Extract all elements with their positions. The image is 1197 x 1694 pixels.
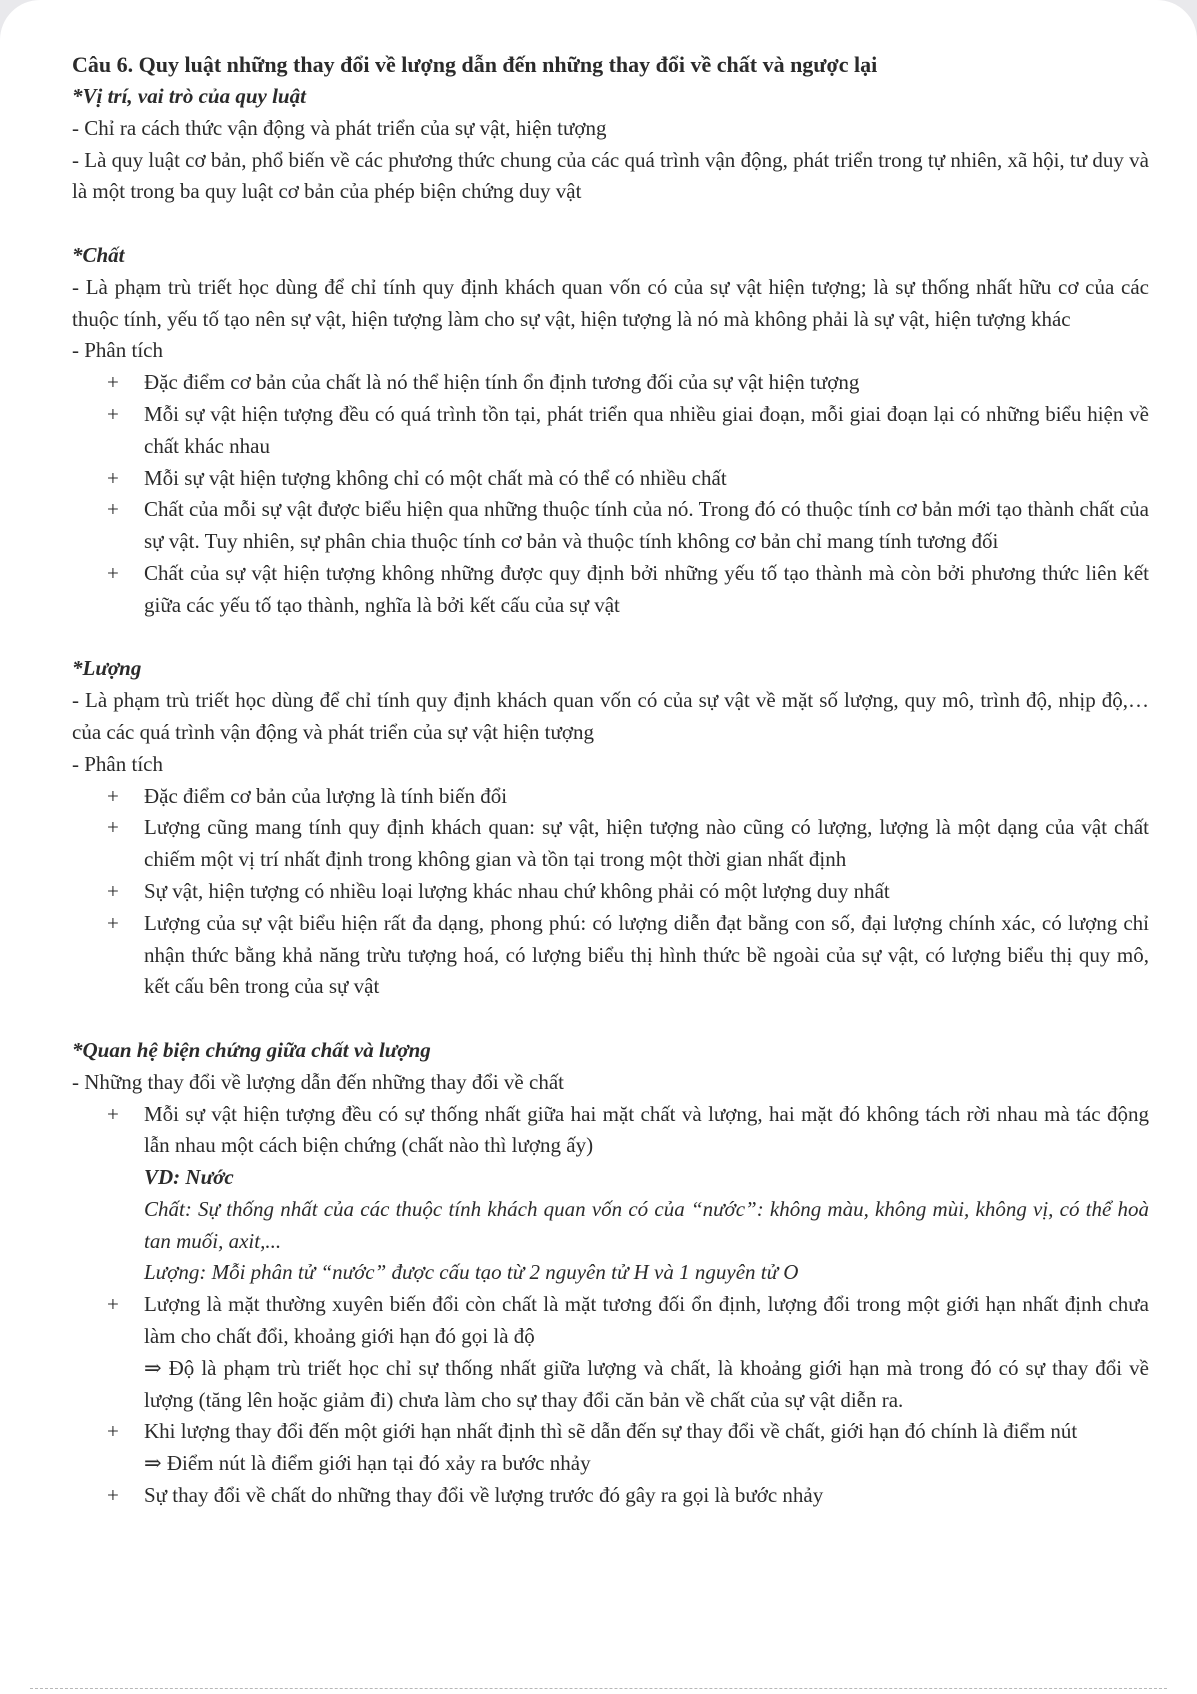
example-heading: VD: Nước xyxy=(144,1165,234,1190)
list-item xyxy=(72,463,1149,495)
list-item xyxy=(72,876,1149,908)
bullet-marker: + xyxy=(107,878,119,903)
bullet-marker: + xyxy=(107,497,119,522)
list-item-text: Sự vật, hiện tượng có nhiều loại lượng khác nhau chứ không phải có một lượng duy nhất xyxy=(144,878,890,903)
bullet-marker: + xyxy=(107,783,119,808)
paragraph: - Phân tích xyxy=(72,338,163,363)
paragraph: - Chỉ ra cách thức vận động và phát triển của sự vật, hiện tượng xyxy=(72,115,607,140)
list-item xyxy=(72,781,1149,813)
list-item-text: Lượng là mặt thường xuyên biến đổi còn chất là mặt tương đối ổn định, lượng đổi trong một giới hạn nhất định chưa làm cho chất đổi, khoảng giới hạn đó gọi là độ xyxy=(144,1292,1149,1349)
list-item-text: Khi lượng thay đổi đến một giới hạn nhất định thì sẽ dẫn đến sự thay đổi về chất, giới hạn đó chính là điểm nút xyxy=(144,1419,1078,1444)
paragraph: - Là phạm trù triết học dùng để chỉ tính quy định khách quan vốn có của sự vật về mặt số lượng, quy mô, trình độ, nhịp độ,… của các quá trình vận động và phát triển của sự vật hiện tượng xyxy=(72,688,1149,744)
section-heading-role: *Vị trí, vai trò của quy luật xyxy=(72,84,306,108)
list-item xyxy=(72,1289,1149,1353)
bullet-marker: + xyxy=(107,815,119,840)
bullet-marker: + xyxy=(107,370,119,395)
bullet-marker: + xyxy=(107,1101,119,1126)
page-divider xyxy=(30,1688,1167,1689)
list-item-text: Đặc điểm cơ bản của chất là nó thể hiện tính ổn định tương đối của sự vật hiện tượng xyxy=(144,370,860,395)
conclusion-diem-nut: ⇒ Điểm nút là điểm giới hạn tại đó xảy ra bước nhảy xyxy=(144,1451,591,1476)
list-item xyxy=(72,1480,1149,1512)
paragraph: - Là phạm trù triết học dùng để chỉ tính quy định khách quan vốn có của sự vật hiện tượng; là sự thống nhất hữu cơ của các thuộc tính, yếu tố tạo nên sự vật, hiện tượng làm cho sự vật, hiện tượng là nó mà không phải là sự vật, hiện tượng khác xyxy=(72,274,1149,331)
list-item xyxy=(72,399,1149,463)
list-item xyxy=(72,558,1149,622)
bullet-marker: + xyxy=(107,910,119,935)
paragraph: - Những thay đổi về lượng dẫn đến những thay đổi về chất xyxy=(72,1069,564,1094)
list-item xyxy=(72,812,1149,876)
list-item xyxy=(72,908,1149,1003)
conclusion-do: ⇒ Độ là phạm trù triết học chỉ sự thống nhất giữa lượng và chất, là khoảng giới hạn mà trong đó có sự thay đổi về lượng (tăng lên hoặc giảm đi) chưa làm cho sự thay đổi căn bản về chất của sự vật diễn ra. xyxy=(144,1355,1149,1412)
list-item-text: Chất của sự vật hiện tượng không những được quy định bởi những yếu tố tạo thành mà còn bởi phương thức liên kết giữa các yếu tố tạo thành, nghĩa là bởi kết cấu của sự vật xyxy=(144,560,1149,617)
list-item-text: Mỗi sự vật hiện tượng không chỉ có một chất mà có thể có nhiều chất xyxy=(144,465,727,490)
list-item-text: Lượng của sự vật biểu hiện rất đa dạng, phong phú: có lượng diễn đạt bằng con số, đại lượng chính xác, có lượng chỉ nhận thức bằng khả năng trừu tượng hoá, có lượng biểu thị hình thức bề ngoài của sự vật, có lượng biểu thị quy mô, kết cấu bên trong của sự vật xyxy=(144,910,1149,999)
example-chat: Chất: Sự thống nhất của các thuộc tính khách quan vốn có của “nước”: không màu, không mùi, không vị, có thể hoà tan muối, axit,... xyxy=(144,1196,1149,1253)
section-heading-chat: *Chất xyxy=(72,242,125,267)
bullet-marker: + xyxy=(107,1419,119,1444)
bullet-marker: + xyxy=(107,560,119,585)
bullet-marker: + xyxy=(107,465,119,490)
list-item xyxy=(72,1099,1149,1163)
list-item xyxy=(72,494,1149,558)
list-item xyxy=(72,367,1149,399)
list-item-text: Mỗi sự vật hiện tượng đều có quá trình tồn tại, phát triển qua nhiều giai đoạn, mỗi giai đoạn lại có những biểu hiện về chất khác nhau xyxy=(144,401,1149,458)
section-heading-luong: *Lượng xyxy=(72,656,142,681)
bullet-marker: + xyxy=(107,1483,119,1508)
page-title: Câu 6. Quy luật những thay đổi về lượng dẫn đến những thay đổi về chất và ngược lại xyxy=(72,52,878,77)
example-luong: Lượng: Mỗi phân tử “nước” được cấu tạo từ 2 nguyên tử H và 1 nguyên tử O xyxy=(144,1260,799,1285)
paragraph: - Phân tích xyxy=(72,751,163,776)
list-item-text: Lượng cũng mang tính quy định khách quan: sự vật, hiện tượng nào cũng có lượng, lượng là một dạng của vật chất chiếm một vị trí nhất định trong không gian và tồn tại trong một thời gian nhất định xyxy=(144,815,1149,872)
list-item-text: Đặc điểm cơ bản của lượng là tính biến đổi xyxy=(144,783,508,808)
list-item-text: Chất của mỗi sự vật được biểu hiện qua những thuộc tính của nó. Trong đó có thuộc tính cơ bản mới tạo thành chất của sự vật. Tuy nhiên, sự phân chia thuộc tính cơ bản và thuộc tính không cơ bản chỉ mang tính tương đối xyxy=(144,497,1149,554)
bullet-marker: + xyxy=(107,1292,119,1317)
list-item-text: Sự thay đổi về chất do những thay đổi về lượng trước đó gây ra gọi là bước nhảy xyxy=(144,1483,824,1508)
list-item xyxy=(72,1416,1149,1448)
list-item-text: Mỗi sự vật hiện tượng đều có sự thống nhất giữa hai mặt chất và lượng, hai mặt đó không tách rời nhau mà tác động lẫn nhau một cách biện chứng (chất nào thì lượng ấy) xyxy=(144,1101,1149,1158)
bullet-marker: + xyxy=(107,401,119,426)
section-heading-relation: *Quan hệ biện chứng giữa chất và lượng xyxy=(72,1037,431,1062)
paragraph: - Là quy luật cơ bản, phổ biến về các phương thức chung của các quá trình vận động, phát triển trong tự nhiên, xã hội, tư duy và là một trong ba quy luật cơ bản của phép biện chứng duy vật xyxy=(72,147,1149,204)
